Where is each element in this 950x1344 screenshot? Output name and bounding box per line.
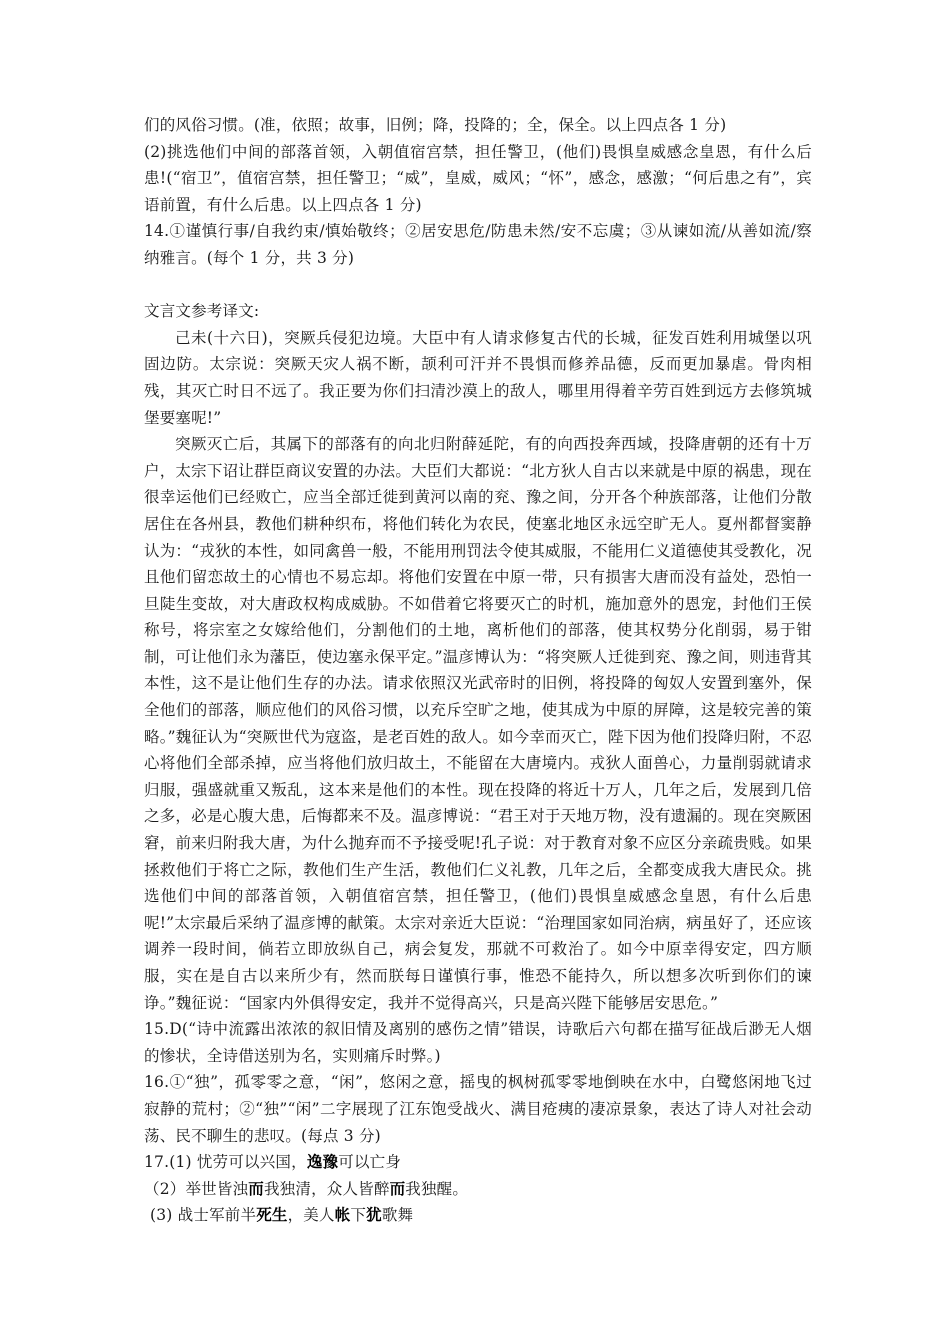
translation-paragraph-1: 己未(十六日)，突厥兵侵犯边境。大臣中有人请求修复古代的长城，征发百姓利用城堡以巩固边防。太宗说：突厥天灾人祸不断，颉利可汗并不畏惧而修养品德，反而更加暴虐。骨肉相残，其灭亡时日不远了。我正要为你们扫清沙漠上的敌人，哪里用得着辛劳百姓到远方去修筑城堡要塞呢!” xyxy=(144,328,812,427)
translation-heading: 文言文参考译文: xyxy=(144,302,260,321)
answer-17-3-a: (3) 战士军前半 xyxy=(150,1206,257,1225)
answer-17-line-1 xyxy=(144,1149,812,1176)
answer-13-1-tail: 们的风俗习惯。(准，依照；故事，旧例；降，投降的；全，保全。以上四点各 1 分) xyxy=(144,116,727,134)
answer-17-3-d: 下 xyxy=(350,1206,367,1225)
answer-17-2-c: 我独清，众人皆醉 xyxy=(263,1179,390,1198)
answer-13-2: (2)挑选他们中间的部落首领，入朝值宿宫禁，担任警卫，(他们)畏惧皇威感念皇恩，有什么后患!(“宿卫”，值宿宫禁，担任警卫；“威”，皇威，威风；“怀”，感念，感激；“何后患之有”，宾语前置，有什么后患。以上四点各 1 分) xyxy=(144,142,812,214)
answer-17-3-e: 歌舞 xyxy=(381,1206,414,1225)
answer-17-1-bold: 逸豫 xyxy=(306,1152,339,1172)
answer-17-1-text: 17.(1) 忧劳可以兴国， xyxy=(144,1153,307,1172)
answer-17-2-d: 我独醒。 xyxy=(405,1179,469,1198)
answer-17-line-2 xyxy=(144,1176,812,1203)
spacer xyxy=(144,272,812,299)
translation-paragraph-2: 突厥灭亡后，其属下的部落有的向北归附薛延陀，有的向西投奔西域，投降唐朝的还有十万户，太宗下诏让群臣商议安置的办法。大臣们大都说：“北方狄人自古以来就是中原的祸患，现在很幸运他们已经败亡，应当全部迁徙到黄河以南的兖、豫之间，分开各个种族部落，让他们分散居住在各州县，教他们耕种织布，将他们转化为农民，使塞北地区永远空旷无人。夏州都督窦静认为：“戎狄的本性，如同禽兽一般，不能用刑罚法令使其威服，不能用仁义道德使其受教化，况且他们留恋故土的心情也不易忘却。将他们安置在中原一带，只有损害大唐而没有益处，恐怕一旦陡生变故，对大唐政权构成威胁。不如借着它将要灭亡的时机，施加意外的恩宠，封他们王侯称号，将宗室之女嫁给他们，分割他们的土地，离析他们的部落，使其权势分化削弱，易于钳制，可让他们永为藩臣，使边塞永保平定。”温彦博认为：“将突厥人迁徙到兖、豫之间，则违背其本性，这不是让他们生存的办法。请求依照汉光武帝时的旧例，将投降的匈奴人安置到塞外，保全他们的部落，顺应他们的风俗习惯，以充斥空旷之地，使其成为中原的屏障，这是较完善的策略。”魏征认为“突厥世代为寇盗，是老百姓的敌人。如今幸而灭亡，陛下因为他们投降归附，不忍心将他们全部杀掉，应当将他们放归故土，不能留在大唐境内。戎狄人面兽心，力量削弱就请求归服，强盛就重又叛乱，这本来是他们的本性。现在投降的将近十万人，几年之后，发展到几倍之多，必是心腹大患，后悔都来不及。温彦博说：“君王对于天地万物，没有遗漏的。现在突厥困窘，前来归附我大唐，为什么抛弃而不予接受呢!孔子说：对于教育对象不应区分亲疏贵贱。如果拯救他们于将亡之际，教他们生产生活，教他们仁义礼教，几年之后，全都变成我大唐民众。挑选他们中间的部落首领，入朝值宿宫禁，担任警卫，(他们)畏惧皇威感念皇恩，有什么后患呢!”太宗最后采纳了温彦博的献策。太宗对亲近大臣说：“治理国家如同治病，病虽好了，还应该调养一段时间，倘若立即放纵自己，病会复发，那就不可救治了。如今中原幸得安定，四方顺服，实在是自古以来所少有，然而朕每日谨慎行事，惟恐不能持久，所以想多次听到你们的谏诤。”魏征说：“国家内外俱得安定，我并不觉得高兴，只是高兴陛下能够居安思危。” xyxy=(144,435,812,1012)
answer-17-2-a: （2）举世皆浊 xyxy=(144,1179,249,1198)
answer-14: 14.①谨慎行事/自我约束/慎始敬终；②居安思危/防患未然/安不忘虞；③从谏如流/从善如流/察纳雅言。(每个 1 分，共 3 分) xyxy=(144,222,812,267)
answer-17-3-bold-1: 死生 xyxy=(256,1205,288,1225)
answer-17-line-3 xyxy=(144,1202,812,1229)
answer-15: 15.D(“诗中流露出浓浓的叙旧情及离别的感伤之情”错误，诗歌后六句都在描写征战后渺无人烟的惨状，全诗借送别为名，实则痛斥时弊。) xyxy=(144,1020,812,1065)
answer-16: 16.①“独”，孤零零之意，“闲”，悠闲之意，摇曳的枫树孤零零地倒映在水中，白鹭悠闲地飞过寂静的荒村；②“独”“闲”二字展现了江东饱受战火、满目疮痍的凄凉景象，表达了诗人对社会动荡、民不聊生的悲叹。(每点 3 分) xyxy=(144,1073,812,1145)
answer-17-1-tail: 可以亡身 xyxy=(338,1153,402,1172)
answer-17-3-bold-3: 犹 xyxy=(366,1205,382,1225)
document-page xyxy=(144,112,812,1229)
answer-17-3-c: ，美人 xyxy=(287,1206,335,1225)
answer-17-3-bold-2: 帐 xyxy=(334,1205,351,1225)
answer-17-2-bold-2: 而 xyxy=(389,1178,406,1198)
answer-17-2-bold-1: 而 xyxy=(248,1178,264,1198)
